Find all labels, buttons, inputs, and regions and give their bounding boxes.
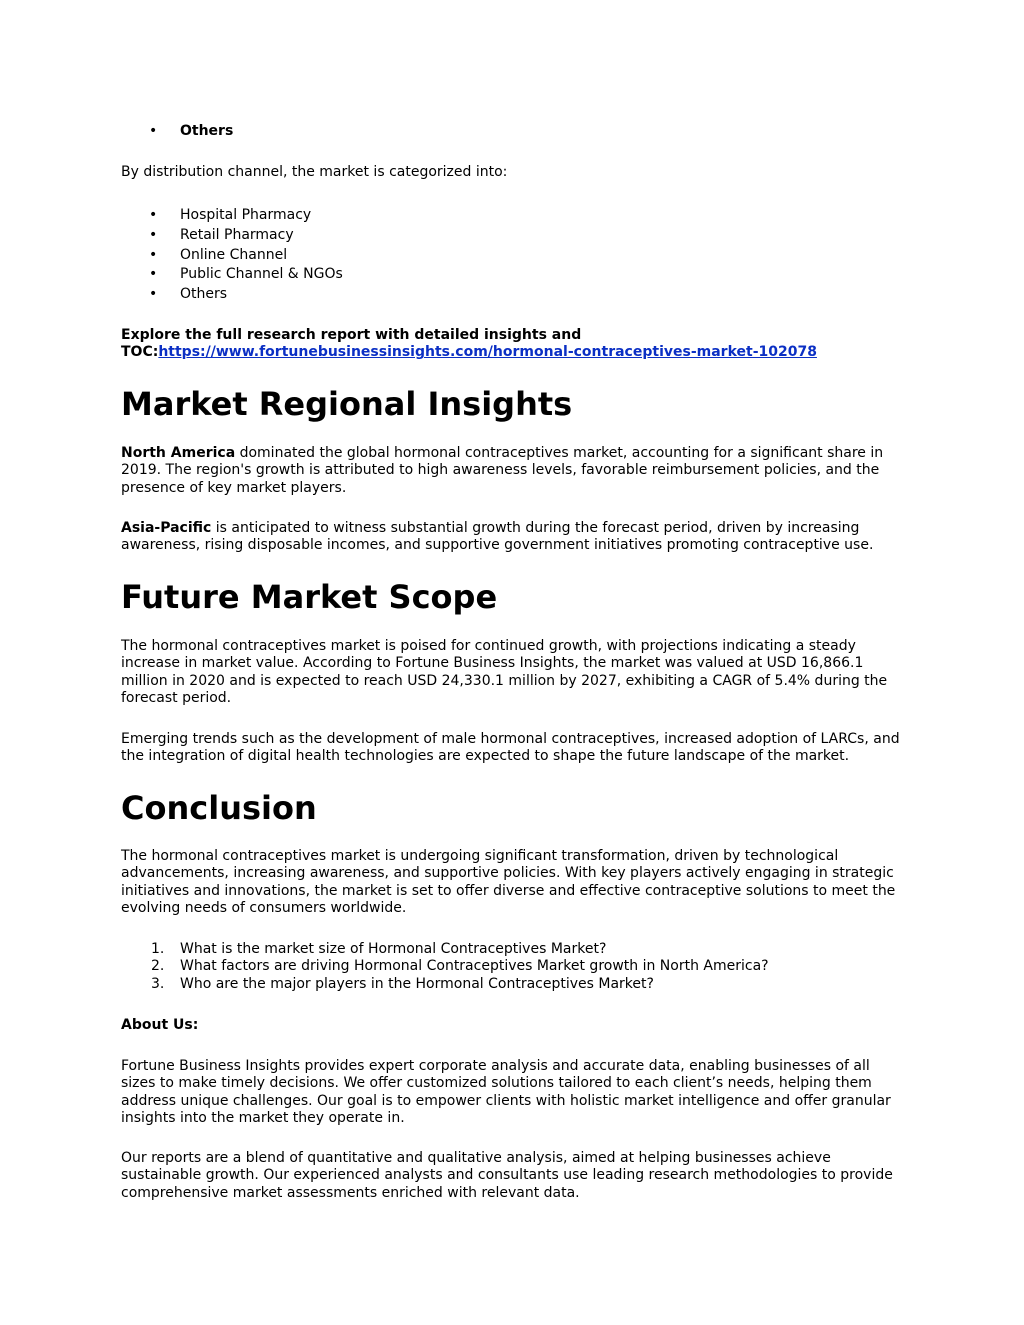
bullet-icon: • [149,266,158,283]
report-link[interactable]: https://www.fortunebusinessinsights.com/hormonal-contraceptives-market-102078 [158,344,817,361]
question-text: What factors are driving Hormonal Contraceptives Market growth in North America? [180,958,769,975]
question-text: What is the market size of Hormonal Contraceptives Market? [180,941,607,957]
list-item [121,226,901,246]
region-name: North America [121,445,236,461]
list-item [121,976,901,993]
paragraph-text: dominated the global hormonal contraceptives market, accounting for a significant share in 2019. The region's growth is attributed to high awareness levels, favorable reimbursement policies, and the presence of key market players. [121,445,884,496]
distribution-intro: By distribution channel, the market is categorized into: [121,164,508,180]
paragraph-emerging-trends: Emerging trends such as the development of male hormonal contraceptives, increased adoption of LARCs, and the integration of digital health technologies are expected to shape the future landscape of the market. [121,731,900,765]
list-item-label: Others [180,286,228,303]
paragraph-about-1: Fortune Business Insights provides expert corporate analysis and accurate data, enabling businesses of all sizes to make timely decisions. We offer customized solutions tailored to each client’s needs, helping them address unique challenges. Our goal is to empower clients with holistic market intelligence and offer granular insights into the market they operate in. [121,1058,891,1127]
paragraph-text: is anticipated to witness substantial growth during the forecast period, driven by increasing awareness, rising disposable incomes, and supportive government initiatives promoting contraceptive use. [121,520,874,554]
list-item [121,941,901,958]
list-item-label: Hospital Pharmacy [180,207,312,223]
list-item [121,246,901,266]
explore-report-text [121,327,901,362]
list-item-label: Online Channel [180,246,288,263]
heading-regional-insights: Market Regional Insights [121,385,573,423]
bullet-icon: • [149,246,158,263]
heading-conclusion: Conclusion [121,789,317,827]
list-item [121,958,901,975]
region-name: Asia-Pacific [121,520,212,536]
explore-toc-prefix: TOC: [121,344,159,361]
list-item [121,206,901,226]
bullet-icon: • [149,226,158,243]
list-item-label: Others [180,123,234,139]
questions-list [121,941,901,993]
list-number: 1. [151,941,165,957]
top-bullet-list [121,122,901,142]
list-item [121,265,901,285]
heading-future-scope: Future Market Scope [121,578,498,616]
paragraph-future-growth: The hormonal contraceptives market is poised for continued growth, with projections indicating a steady increase in market value. According to Fortune Business Insights, the market was valued at USD 16,866.1 million in 2020 and is expected to reach USD 24,330.1 million by 2027, exhibiting a CAGR of 5.4% during the forecast period. [121,638,888,707]
list-number: 2. [151,958,165,975]
question-text: Who are the major players in the Hormonal Contraceptives Market? [180,975,654,992]
paragraph-asia-pacific [121,520,901,555]
list-item-label: Public Channel & NGOs [180,266,343,283]
list-number: 3. [151,975,165,992]
list-item [121,285,901,305]
paragraph-about-2: Our reports are a blend of quantitative and qualitative analysis, aimed at helping businesses achieve sustainable growth. Our experienced analysts and consultants use leading research methodologies to provide comprehensive market assessments enriched with relevant data. [121,1150,893,1201]
bullet-icon: • [149,286,158,303]
list-item-label: Retail Pharmacy [180,226,294,243]
bullet-icon: • [149,123,158,139]
paragraph-north-america [121,445,901,497]
about-us-heading: About Us: [121,1017,199,1033]
paragraph-conclusion: The hormonal contraceptives market is undergoing significant transformation, driven by technological advancements, increasing awareness, and supportive policies. With key players actively engaging in strategic initiatives and innovations, the market is set to offer diverse and effective contraceptive solutions to meet the evolving needs of consumers worldwide. [121,848,896,917]
list-item [121,122,901,142]
bullet-icon: • [149,207,158,223]
explore-line1: Explore the full research report with detailed insights and [121,327,582,343]
distribution-list [121,206,901,305]
